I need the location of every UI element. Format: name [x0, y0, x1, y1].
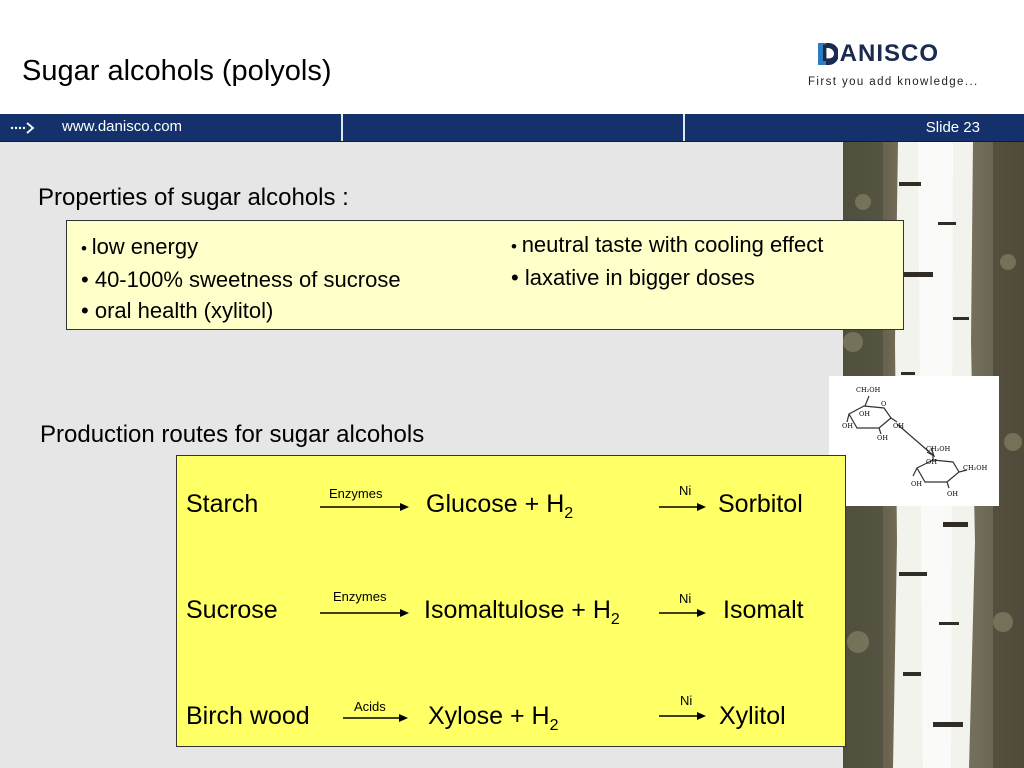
properties-heading: Properties of sugar alcohols : [38, 184, 349, 211]
route-product: Sorbitol [718, 490, 803, 518]
logo-name: DANISCO [821, 40, 940, 67]
properties-box [66, 220, 904, 330]
structure-label: CH₂OH [926, 445, 951, 453]
reaction-arrow-icon [659, 608, 707, 618]
reaction-arrow-icon [659, 502, 707, 512]
reaction-arrow-icon [320, 608, 410, 618]
route-agent: Acids [354, 699, 386, 714]
slide-title: Sugar alcohols (polyols) [22, 55, 332, 87]
structure-label: OH [842, 422, 853, 430]
route-intermediate: Xylose + $H_2$ [428, 702, 559, 734]
production-heading: Production routes for sugar alcohols [40, 421, 425, 448]
structure-label: OH [926, 458, 937, 466]
logo-wordmark [818, 40, 939, 68]
navbar-divider [683, 114, 685, 141]
structure-label: O [881, 400, 887, 408]
footer-navbar [0, 114, 1024, 142]
route-intermediate: Isomaltulose + $H_2$ [424, 596, 620, 628]
properties-list-left [81, 231, 401, 326]
logo-tagline: First you add knowledge... [808, 76, 979, 88]
website-link[interactable]: www.danisco.com [62, 118, 183, 135]
list-item: • 40-100% sweetness of sucrose [81, 267, 401, 292]
structure-label: OH [877, 434, 888, 442]
reaction-arrow-icon [343, 713, 409, 723]
production-routes-box [176, 455, 846, 747]
dotted-arrow-icon [10, 121, 36, 135]
structure-label: OH [859, 410, 870, 418]
structure-label: OH [893, 422, 904, 430]
list-item: • oral health (xylitol) [81, 298, 274, 323]
list-item: • neutral taste with cooling effect [511, 232, 824, 257]
route-intermediate: $Glucose + H_2$ [426, 490, 574, 522]
structure-label: CH₂OH [856, 386, 881, 394]
route-agent: Enzymes [333, 589, 387, 604]
route-agent: Enzymes [329, 486, 383, 501]
slide-number: Slide 23 [925, 119, 980, 136]
route-catalyst: Ni [680, 693, 693, 708]
reaction-arrow-icon [320, 502, 410, 512]
route-product: Xylitol [719, 702, 786, 730]
route-catalyst: Ni [679, 591, 692, 606]
route-catalyst: Ni [679, 483, 692, 498]
structure-label: OH [911, 480, 922, 488]
list-item: • laxative in bigger doses [511, 265, 755, 290]
route-source: Sucrose [186, 596, 278, 624]
route-product: Isomalt [723, 596, 804, 624]
structure-label: CH₂OH [963, 464, 988, 472]
route-source: Birch wood [186, 702, 310, 730]
navbar-divider [341, 114, 343, 141]
danisco-logo [808, 40, 988, 96]
list-item: • low energy [81, 234, 199, 259]
chemical-structure-figure [829, 376, 999, 506]
properties-list-right [511, 229, 823, 293]
reaction-arrow-icon [659, 711, 707, 721]
structure-label: OH [947, 490, 958, 498]
route-source: Starch [186, 490, 259, 518]
